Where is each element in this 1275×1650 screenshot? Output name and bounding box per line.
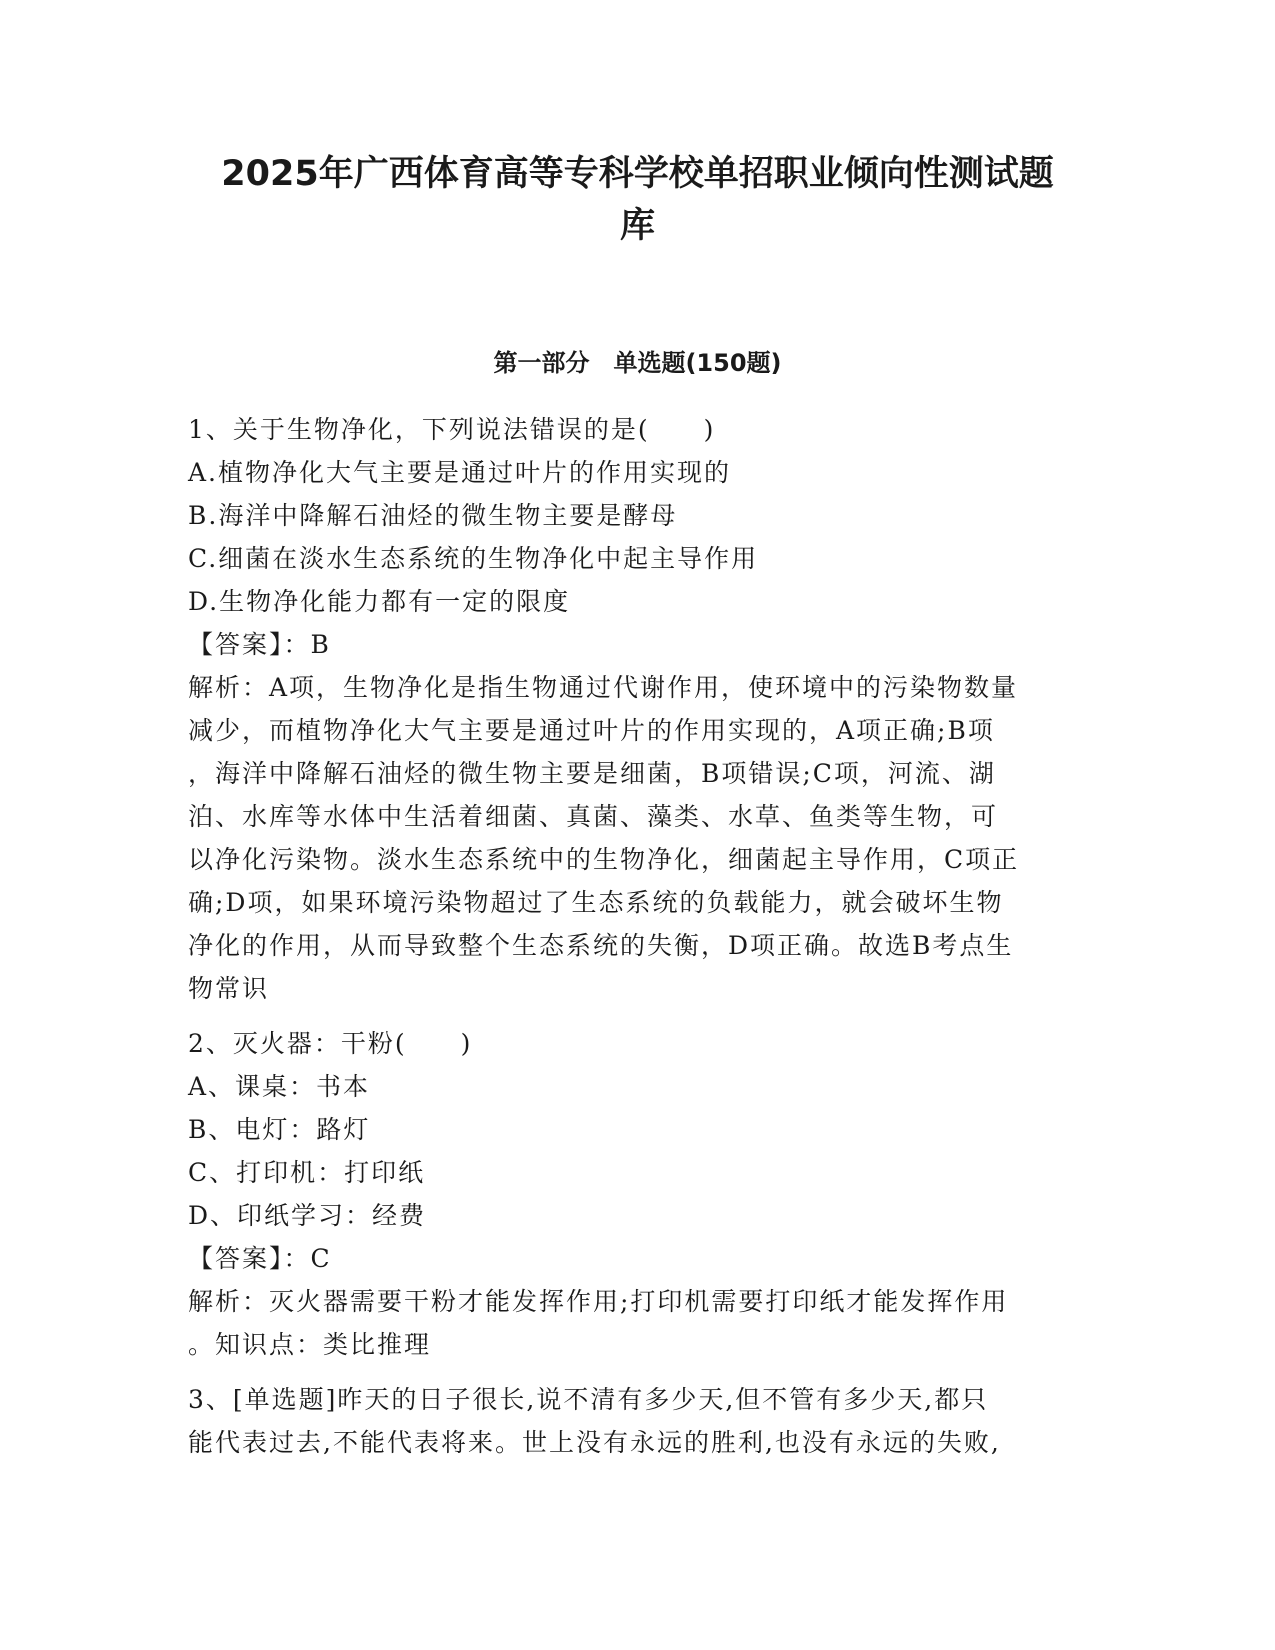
option-b: B.海洋中降解石油烃的微生物主要是酵母 — [188, 501, 678, 530]
analysis-line: 净化的作用，从而导致整个生态系统的失衡，D项正确。故选B考点生 — [188, 931, 1014, 960]
option-d: D.生物净化能力都有一定的限度 — [188, 587, 571, 616]
answer: 【答案】：B — [188, 630, 331, 659]
question-2 — [188, 1022, 1088, 1366]
answer: 【答案】：C — [188, 1244, 332, 1273]
analysis-line: ，海洋中降解石油烃的微生物主要是细菌，B项错误;C项，河流、湖 — [188, 759, 996, 788]
document-title — [160, 148, 1115, 252]
question-stem: 能代表过去,不能代表将来。世上没有永远的胜利,也没有永远的失败, — [188, 1428, 1001, 1457]
option-c: C.细菌在淡水生态系统的生物净化中起主导作用 — [188, 544, 759, 573]
analysis-line: 确;D项，如果环境污染物超过了生态系统的负载能力，就会破坏生物 — [188, 888, 1004, 917]
question-stem: 1、关于生物净化，下列说法错误的是( ) — [188, 415, 716, 444]
question-1 — [188, 408, 1088, 1010]
analysis-line: 解析：灭火器需要干粉才能发挥作用;打印机需要打印纸才能发挥作用 — [188, 1287, 1009, 1316]
document-title-line-2: 库 — [619, 206, 655, 246]
option-a: A.植物净化大气主要是通过叶片的作用实现的 — [188, 458, 732, 487]
analysis-line: 。知识点：类比推理 — [188, 1330, 432, 1359]
analysis-line: 以净化污染物。淡水生态系统中的生物净化，细菌起主导作用，C项正 — [188, 845, 1020, 874]
question-stem: 2、灭火器：干粉( ) — [188, 1029, 473, 1058]
question-3 — [188, 1378, 1088, 1464]
analysis-line: 解析：A项，生物净化是指生物通过代谢作用，使环境中的污染物数量 — [188, 673, 1019, 702]
document-title-line-1: 2025年广西体育高等专科学校单招职业倾向性测试题 — [221, 154, 1054, 194]
option-a: A、课桌：书本 — [188, 1072, 371, 1101]
analysis-line: 减少，而植物净化大气主要是通过叶片的作用实现的，A项正确;B项 — [188, 716, 995, 745]
analysis-line: 泊、水库等水体中生活着细菌、真菌、藻类、水草、鱼类等生物，可 — [188, 802, 999, 831]
option-c: C、打印机：打印纸 — [188, 1158, 426, 1187]
option-b: B、电灯：路灯 — [188, 1115, 371, 1144]
question-list — [188, 408, 1088, 1476]
option-d: D、印纸学习：经费 — [188, 1201, 427, 1230]
question-stem: 3、[单选题]昨天的日子很长,说不清有多少天,但不管有多少天,都只 — [188, 1385, 989, 1414]
section-title: 第一部分 单选题(150题) — [493, 349, 782, 377]
analysis-line: 物常识 — [188, 974, 270, 1003]
